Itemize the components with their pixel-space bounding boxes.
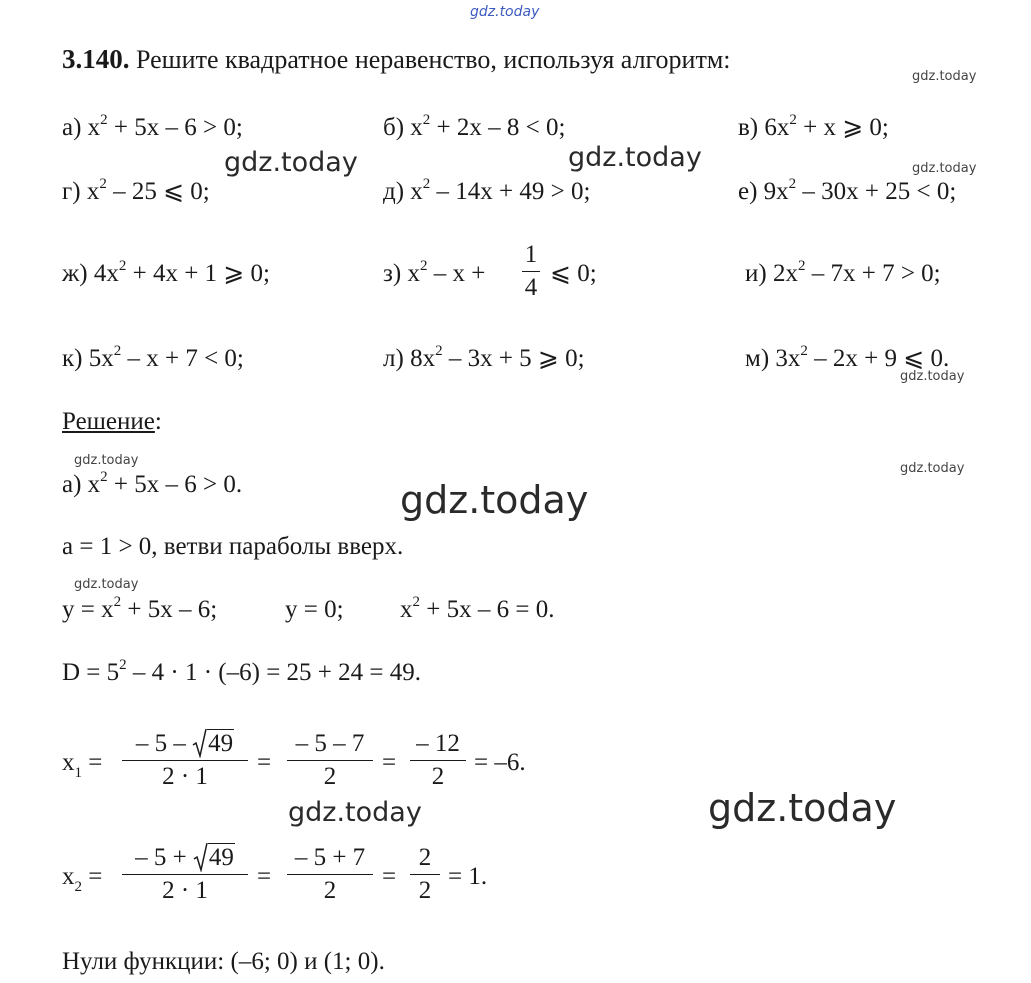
watermark: gdz.today xyxy=(900,461,965,476)
branches-line: a = 1 > 0, ветви параболы вверх. xyxy=(62,533,404,560)
x2-fraction-3: 2 2 xyxy=(410,844,440,905)
watermark: gdz.today xyxy=(912,69,977,84)
item-label: ж) xyxy=(62,260,88,287)
item-label: л) xyxy=(383,345,404,372)
watermark: gdz.today xyxy=(224,147,358,178)
item-label: в) xyxy=(738,114,759,141)
equation-line: $x^2 + 5x - 6 = 0$. xyxy=(400,594,555,623)
problem-item: а) $x^2 + 5x - 6 > 0$; xyxy=(62,112,243,141)
problem-item: ж) $4x^2 + 4x + 1$ ⩾ 0; xyxy=(62,258,270,287)
problem-item: б) $x^2 + 2x - 8 < 0$; xyxy=(383,112,566,141)
problem-item: к) $5x^2 - x + 7 < 0$; xyxy=(62,343,244,372)
watermark-top: gdz.today xyxy=(470,4,540,20)
solution-heading: Решение: xyxy=(62,408,162,435)
problem-item: з) $x^2$ – x + xyxy=(383,258,486,287)
x2-fraction-1: – 5 + 49 2 · 1 xyxy=(122,844,248,905)
item-label: г) xyxy=(62,178,81,205)
problem-item: д) $x^2 - 14x + 49 > 0$; xyxy=(383,176,591,205)
watermark: gdz.today xyxy=(74,453,139,468)
item-label: а) xyxy=(62,114,82,141)
problem-statement: Решите квадратное неравенство, используя алгоритм: xyxy=(136,45,731,74)
x2-result: = 1. xyxy=(448,863,488,890)
x1-fraction-1: – 5 – 49 2 · 1 xyxy=(122,730,248,791)
item-label: д) xyxy=(383,178,405,205)
watermark: gdz.today xyxy=(912,161,977,176)
problem-item: е) $9x^2 - 30x + 25 < 0$; xyxy=(738,176,957,205)
x1-lhs: $x_1$ = xyxy=(62,749,103,781)
watermark: gdz.today xyxy=(288,797,422,828)
problem-header xyxy=(62,44,731,75)
item-label: и) xyxy=(745,260,767,287)
discriminant-line: $D = 5^2 - 4 \cdot 1 \cdot (-6) = 25 + 24 = 49$. xyxy=(62,657,422,686)
x1-fraction-3: – 12 2 xyxy=(410,730,466,791)
x2-lhs: $x_2$ = xyxy=(62,863,103,895)
problem-number: 3.140. xyxy=(62,44,130,74)
watermark: gdz.today xyxy=(900,369,965,384)
item-label: б) xyxy=(383,114,405,141)
x2-fraction-2: – 5 + 7 2 xyxy=(287,844,373,905)
problem-item-tail: ⩽ 0; xyxy=(550,260,597,287)
fraction-one-quarter: 1 4 xyxy=(522,241,540,302)
x1-result: = –6. xyxy=(474,749,526,776)
problem-item: л) $8x^2 - 3x + 5$ ⩾ 0; xyxy=(383,343,585,372)
problem-item: в) $6x^2 + x$ ⩾ 0; xyxy=(738,112,889,141)
x1-fraction-2: – 5 – 7 2 xyxy=(287,730,373,791)
watermark: gdz.today xyxy=(568,142,702,173)
item-label: е) xyxy=(738,178,758,205)
item-label: к) xyxy=(62,345,83,372)
zeros-line: Нули функции: (–6; 0) и (1; 0). xyxy=(62,948,385,975)
item-label: м) xyxy=(745,345,770,372)
item-label: з) xyxy=(383,260,402,287)
problem-item: и) $2x^2 - 7x + 7 > 0$; xyxy=(745,258,941,287)
part-a-inequality: а) $x^2 + 5x - 6 > 0$. xyxy=(62,469,243,498)
watermark: gdz.today xyxy=(74,577,139,592)
problem-item: г) $x^2 - 25$ ⩽ 0; xyxy=(62,176,210,205)
problem-item: м) $3x^2 - 2x + 9$ ⩽ 0. xyxy=(745,343,950,372)
function-line: $y = x^2 + 5x - 6$; xyxy=(62,594,218,623)
watermark: gdz.today xyxy=(400,478,589,522)
y-zero: y = 0; xyxy=(285,596,344,623)
watermark: gdz.today xyxy=(708,786,897,830)
